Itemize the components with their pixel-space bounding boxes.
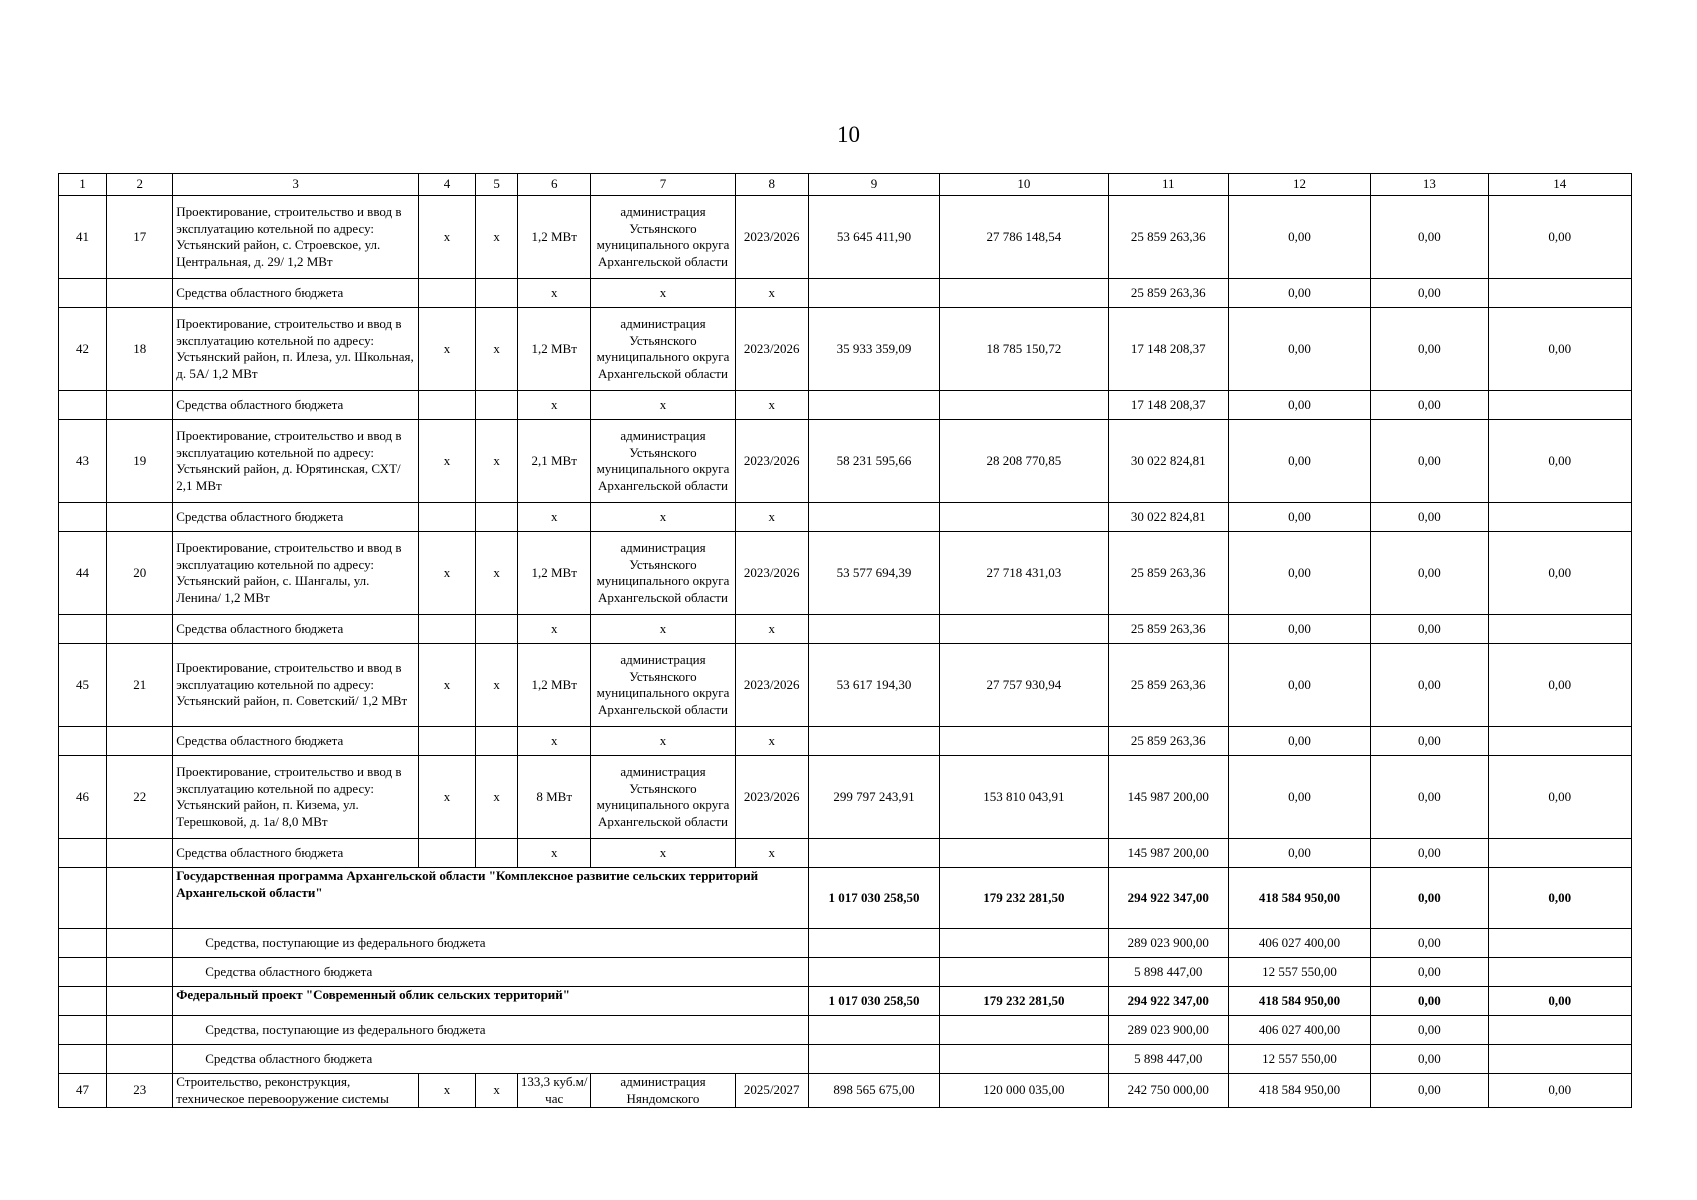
program-title: Государственная программа Архангельской области "Комплексное развитие сельских территорий Архангельской области" [173, 868, 809, 929]
table-cell [107, 1045, 173, 1074]
table-cell: 0,00 [1228, 727, 1370, 756]
total-cell: 0,00 [1488, 868, 1631, 929]
table-cell [59, 503, 107, 532]
table-cell: 0,00 [1371, 929, 1488, 958]
description-cell: Строительство, реконструкция, техническое перевооружение системы [173, 1074, 419, 1108]
table-cell [1488, 929, 1631, 958]
table-cell: 0,00 [1488, 756, 1631, 839]
table-cell: 5 898 447,00 [1108, 1045, 1228, 1074]
table-cell [476, 615, 518, 644]
table-cell: х [476, 532, 518, 615]
table-cell: 0,00 [1488, 308, 1631, 391]
table-cell: 153 810 043,91 [940, 756, 1108, 839]
table-cell: 0,00 [1371, 420, 1488, 503]
table-cell: 0,00 [1371, 279, 1488, 308]
table-cell: 0,00 [1371, 1074, 1488, 1108]
table-cell [476, 391, 518, 420]
header-cell: 14 [1488, 174, 1631, 196]
table-cell [1488, 1016, 1631, 1045]
table-cell [59, 727, 107, 756]
table-cell: 418 584 950,00 [1228, 1074, 1370, 1108]
table-cell: 0,00 [1228, 839, 1370, 868]
table-cell [808, 929, 939, 958]
table-cell: администрация Устьянского муниципального округа Архангельской области [591, 196, 735, 279]
total-cell: 1 017 030 258,50 [808, 868, 939, 929]
table-cell [476, 727, 518, 756]
table-cell: 0,00 [1371, 532, 1488, 615]
table-cell: х [476, 420, 518, 503]
table-row [59, 644, 1632, 727]
table-cell: 27 718 431,03 [940, 532, 1108, 615]
table-cell [59, 279, 107, 308]
table-cell: 0,00 [1488, 644, 1631, 727]
description-cell: Проектирование, строительство и ввод в эксплуатацию котельной по адресу: Устьянский район, с. Шангалы, ул. Ленина/ 1,2 МВт [173, 532, 419, 615]
funding-row [59, 615, 1632, 644]
program-total-row [59, 868, 1632, 929]
table-row [59, 1074, 1632, 1108]
table-cell: х [591, 391, 735, 420]
table-cell: 0,00 [1488, 1074, 1631, 1108]
table-cell: 20 [107, 532, 173, 615]
header-cell: 11 [1108, 174, 1228, 196]
table-cell: х [735, 391, 808, 420]
table-cell [1488, 615, 1631, 644]
table-cell: 44 [59, 532, 107, 615]
table-cell: 0,00 [1228, 420, 1370, 503]
table-cell: х [518, 391, 591, 420]
table-cell: 2023/2026 [735, 532, 808, 615]
table-cell: 0,00 [1371, 503, 1488, 532]
table-cell: х [476, 196, 518, 279]
table-cell [59, 391, 107, 420]
table-cell: 41 [59, 196, 107, 279]
table-cell: 45 [59, 644, 107, 727]
table-cell: 53 577 694,39 [808, 532, 939, 615]
table-cell [940, 929, 1108, 958]
header-cell: 10 [940, 174, 1108, 196]
budget-table [58, 173, 1632, 1108]
project-federal-row [59, 1016, 1632, 1045]
header-row [59, 174, 1632, 196]
table-cell: 289 023 900,00 [1108, 929, 1228, 958]
table-cell: 12 557 550,00 [1228, 1045, 1370, 1074]
table-cell: 43 [59, 420, 107, 503]
table-cell [940, 279, 1108, 308]
table-cell: администрация Устьянского муниципального округа Архангельской области [591, 420, 735, 503]
total-cell: 179 232 281,50 [940, 987, 1108, 1016]
table-cell: х [591, 727, 735, 756]
header-cell: 4 [418, 174, 475, 196]
table-cell: х [518, 279, 591, 308]
funding-label: Средства, поступающие из федерального бюджета [173, 1016, 809, 1045]
table-cell: 0,00 [1228, 196, 1370, 279]
header-cell: 3 [173, 174, 419, 196]
table-cell: 898 565 675,00 [808, 1074, 939, 1108]
table-cell: 17 [107, 196, 173, 279]
table-cell: 2,1 МВт [518, 420, 591, 503]
table-cell: х [735, 503, 808, 532]
table-row [59, 532, 1632, 615]
table-cell: администрация Устьянского муниципального округа Архангельской области [591, 644, 735, 727]
table-cell [1488, 503, 1631, 532]
table-cell [418, 615, 475, 644]
table-cell: 8 МВт [518, 756, 591, 839]
table-cell [107, 391, 173, 420]
table-cell: х [418, 756, 475, 839]
table-cell [59, 987, 107, 1016]
table-cell: 1,2 МВт [518, 196, 591, 279]
table-cell: х [418, 196, 475, 279]
funding-row [59, 727, 1632, 756]
table-cell: х [476, 1074, 518, 1108]
table-cell [59, 868, 107, 929]
table-cell: 53 645 411,90 [808, 196, 939, 279]
total-cell: 294 922 347,00 [1108, 987, 1228, 1016]
table-cell [940, 727, 1108, 756]
table-cell: 12 557 550,00 [1228, 958, 1370, 987]
description-cell: Средства областного бюджета [173, 503, 419, 532]
table-cell: 25 859 263,36 [1108, 644, 1228, 727]
table-cell: 17 148 208,37 [1108, 308, 1228, 391]
table-cell [808, 503, 939, 532]
table-cell: 0,00 [1488, 196, 1631, 279]
header-cell: 5 [476, 174, 518, 196]
table-cell: 21 [107, 644, 173, 727]
table-cell [107, 279, 173, 308]
table-row [59, 308, 1632, 391]
program-regional-row [59, 958, 1632, 987]
table-cell [59, 1016, 107, 1045]
table-cell: 58 231 595,66 [808, 420, 939, 503]
table-cell: х [518, 727, 591, 756]
total-cell: 418 584 950,00 [1228, 868, 1370, 929]
table-cell: 25 859 263,36 [1108, 196, 1228, 279]
table-cell: 1,2 МВт [518, 308, 591, 391]
table-cell: х [518, 503, 591, 532]
table-cell [940, 391, 1108, 420]
table-cell [1488, 958, 1631, 987]
table-cell [808, 1045, 939, 1074]
table-cell [476, 839, 518, 868]
table-cell: 145 987 200,00 [1108, 839, 1228, 868]
total-cell: 0,00 [1488, 987, 1631, 1016]
table-cell: 242 750 000,00 [1108, 1074, 1228, 1108]
header-cell: 1 [59, 174, 107, 196]
table-cell [107, 958, 173, 987]
table-cell: 18 [107, 308, 173, 391]
description-cell: Проектирование, строительство и ввод в эксплуатацию котельной по адресу: Устьянский район, п. Кизема, ул. Терешковой, д. 1а/ 8,0 МВт [173, 756, 419, 839]
table-cell [107, 929, 173, 958]
table-cell: 27 786 148,54 [940, 196, 1108, 279]
table-cell: 0,00 [1371, 196, 1488, 279]
table-cell: х [418, 420, 475, 503]
table-cell: администрация Няндомского [591, 1074, 735, 1108]
table-cell: 0,00 [1228, 308, 1370, 391]
table-cell: х [418, 308, 475, 391]
description-cell: Проектирование, строительство и ввод в эксплуатацию котельной по адресу: Устьянский район, с. Строевское, ул. Центральная, д. 29/ 1,2 МВт [173, 196, 419, 279]
table-cell: 0,00 [1228, 532, 1370, 615]
table-cell: 0,00 [1371, 839, 1488, 868]
program-federal-row [59, 929, 1632, 958]
description-cell: Средства областного бюджета [173, 279, 419, 308]
table-cell: 25 859 263,36 [1108, 615, 1228, 644]
table-cell [418, 391, 475, 420]
table-cell [940, 615, 1108, 644]
table-cell: 0,00 [1371, 1016, 1488, 1045]
table-cell [940, 958, 1108, 987]
table-cell: 406 027 400,00 [1228, 1016, 1370, 1045]
table-cell [59, 839, 107, 868]
table-cell [107, 615, 173, 644]
description-cell: Проектирование, строительство и ввод в эксплуатацию котельной по адресу: Устьянский район, д. Юрятинская, СХТ/ 2,1 МВт [173, 420, 419, 503]
table-cell: 42 [59, 308, 107, 391]
description-cell: Проектирование, строительство и ввод в эксплуатацию котельной по адресу: Устьянский район, п. Советский/ 1,2 МВт [173, 644, 419, 727]
table-cell [940, 1045, 1108, 1074]
table-cell [1488, 1045, 1631, 1074]
table-cell: администрация Устьянского муниципального округа Архангельской области [591, 532, 735, 615]
table-row [59, 420, 1632, 503]
table-cell [808, 391, 939, 420]
table-cell: х [476, 756, 518, 839]
table-cell: 28 208 770,85 [940, 420, 1108, 503]
project-regional-row [59, 1045, 1632, 1074]
table-cell: х [518, 839, 591, 868]
table-cell: 0,00 [1488, 532, 1631, 615]
header-cell: 6 [518, 174, 591, 196]
header-cell: 13 [1371, 174, 1488, 196]
table-cell [476, 279, 518, 308]
table-cell: 145 987 200,00 [1108, 756, 1228, 839]
table-cell: 2023/2026 [735, 196, 808, 279]
table-cell: 2023/2026 [735, 644, 808, 727]
header-cell: 9 [808, 174, 939, 196]
table-cell: 25 859 263,36 [1108, 279, 1228, 308]
table-cell: 30 022 824,81 [1108, 503, 1228, 532]
table-cell: 27 757 930,94 [940, 644, 1108, 727]
table-cell: х [476, 644, 518, 727]
table-cell: 0,00 [1371, 1045, 1488, 1074]
table-cell: 0,00 [1371, 391, 1488, 420]
table-cell: х [418, 532, 475, 615]
table-cell [107, 868, 173, 929]
table-cell [808, 727, 939, 756]
table-cell [418, 727, 475, 756]
table-cell [476, 503, 518, 532]
table-cell: 2025/2027 [735, 1074, 808, 1108]
table-cell [59, 615, 107, 644]
funding-row [59, 391, 1632, 420]
table-cell: администрация Устьянского муниципального округа Архангельской области [591, 756, 735, 839]
header-cell: 7 [591, 174, 735, 196]
table-cell: х [735, 279, 808, 308]
total-cell: 294 922 347,00 [1108, 868, 1228, 929]
total-cell: 0,00 [1371, 868, 1488, 929]
table-row [59, 196, 1632, 279]
description-cell: Проектирование, строительство и ввод в эксплуатацию котельной по адресу: Устьянский район, п. Илеза, ул. Школьная, д. 5А/ 1,2 МВт [173, 308, 419, 391]
header-cell: 2 [107, 174, 173, 196]
table-cell: 1,2 МВт [518, 532, 591, 615]
description-cell: Средства областного бюджета [173, 727, 419, 756]
table-cell [59, 958, 107, 987]
page-number: 10 [837, 122, 860, 147]
table-cell: 35 933 359,09 [808, 308, 939, 391]
table-cell: 0,00 [1371, 756, 1488, 839]
header-cell: 12 [1228, 174, 1370, 196]
funding-label: Средства областного бюджета [173, 958, 809, 987]
table-cell: 25 859 263,36 [1108, 532, 1228, 615]
table-cell [59, 929, 107, 958]
total-cell: 418 584 950,00 [1228, 987, 1370, 1016]
table-cell [107, 987, 173, 1016]
table-cell [1488, 279, 1631, 308]
description-cell: Средства областного бюджета [173, 839, 419, 868]
description-cell: Средства областного бюджета [173, 391, 419, 420]
table-cell: х [735, 615, 808, 644]
table-cell: 0,00 [1228, 615, 1370, 644]
funding-row [59, 503, 1632, 532]
table-cell: 19 [107, 420, 173, 503]
funding-label: Средства, поступающие из федерального бюджета [173, 929, 809, 958]
table-cell: х [518, 615, 591, 644]
total-cell: 0,00 [1371, 987, 1488, 1016]
table-cell [808, 839, 939, 868]
table-cell: 0,00 [1228, 756, 1370, 839]
table-cell [59, 1045, 107, 1074]
table-cell [808, 1016, 939, 1045]
table-cell: 133,3 куб.м/час [518, 1074, 591, 1108]
funding-row [59, 279, 1632, 308]
table-cell: 2023/2026 [735, 756, 808, 839]
total-cell: 179 232 281,50 [940, 868, 1108, 929]
table-cell: 0,00 [1228, 644, 1370, 727]
table-cell: 53 617 194,30 [808, 644, 939, 727]
table-cell: 30 022 824,81 [1108, 420, 1228, 503]
table-cell [940, 839, 1108, 868]
table-cell: 406 027 400,00 [1228, 929, 1370, 958]
table-cell: 0,00 [1371, 308, 1488, 391]
table-cell: х [735, 727, 808, 756]
table-cell: 2023/2026 [735, 420, 808, 503]
table-cell [1488, 391, 1631, 420]
table-cell: х [591, 615, 735, 644]
table-cell [418, 279, 475, 308]
table-cell: администрация Устьянского муниципального округа Архангельской области [591, 308, 735, 391]
table-cell: 0,00 [1228, 391, 1370, 420]
project-title: Федеральный проект "Современный облик сельских территорий" [173, 987, 809, 1016]
table-cell: 47 [59, 1074, 107, 1108]
table-cell [808, 279, 939, 308]
table-cell [808, 615, 939, 644]
table-cell: х [591, 839, 735, 868]
table-cell [418, 839, 475, 868]
table-cell: 18 785 150,72 [940, 308, 1108, 391]
table-row [59, 756, 1632, 839]
table-cell: 5 898 447,00 [1108, 958, 1228, 987]
table-cell: х [418, 1074, 475, 1108]
table-cell: 0,00 [1371, 727, 1488, 756]
table-cell: х [418, 644, 475, 727]
total-cell: 1 017 030 258,50 [808, 987, 939, 1016]
table-cell: 120 000 035,00 [940, 1074, 1108, 1108]
table-cell: х [591, 503, 735, 532]
table-cell [418, 503, 475, 532]
header-cell: 8 [735, 174, 808, 196]
table-cell: 25 859 263,36 [1108, 727, 1228, 756]
table-cell: 0,00 [1371, 644, 1488, 727]
table-cell [1488, 839, 1631, 868]
table-cell: 0,00 [1371, 615, 1488, 644]
table-cell: х [591, 279, 735, 308]
table-cell: 1,2 МВт [518, 644, 591, 727]
table-cell [107, 503, 173, 532]
table-cell [940, 1016, 1108, 1045]
table-cell: 0,00 [1228, 503, 1370, 532]
table-cell: 0,00 [1488, 420, 1631, 503]
funding-label: Средства областного бюджета [173, 1045, 809, 1074]
table-cell [940, 503, 1108, 532]
table-cell: 0,00 [1371, 958, 1488, 987]
table-cell [107, 727, 173, 756]
description-cell: Средства областного бюджета [173, 615, 419, 644]
table-cell: 289 023 900,00 [1108, 1016, 1228, 1045]
table-cell [107, 1016, 173, 1045]
table-cell: 46 [59, 756, 107, 839]
table-cell [808, 958, 939, 987]
table-cell: 299 797 243,91 [808, 756, 939, 839]
table-cell [107, 839, 173, 868]
table-cell: 17 148 208,37 [1108, 391, 1228, 420]
project-total-row [59, 987, 1632, 1016]
table-cell: 0,00 [1228, 279, 1370, 308]
table-cell [1488, 727, 1631, 756]
table-cell: х [476, 308, 518, 391]
table-cell: 2023/2026 [735, 308, 808, 391]
funding-row [59, 839, 1632, 868]
table-cell: х [735, 839, 808, 868]
table-cell: 22 [107, 756, 173, 839]
table-cell: 23 [107, 1074, 173, 1108]
